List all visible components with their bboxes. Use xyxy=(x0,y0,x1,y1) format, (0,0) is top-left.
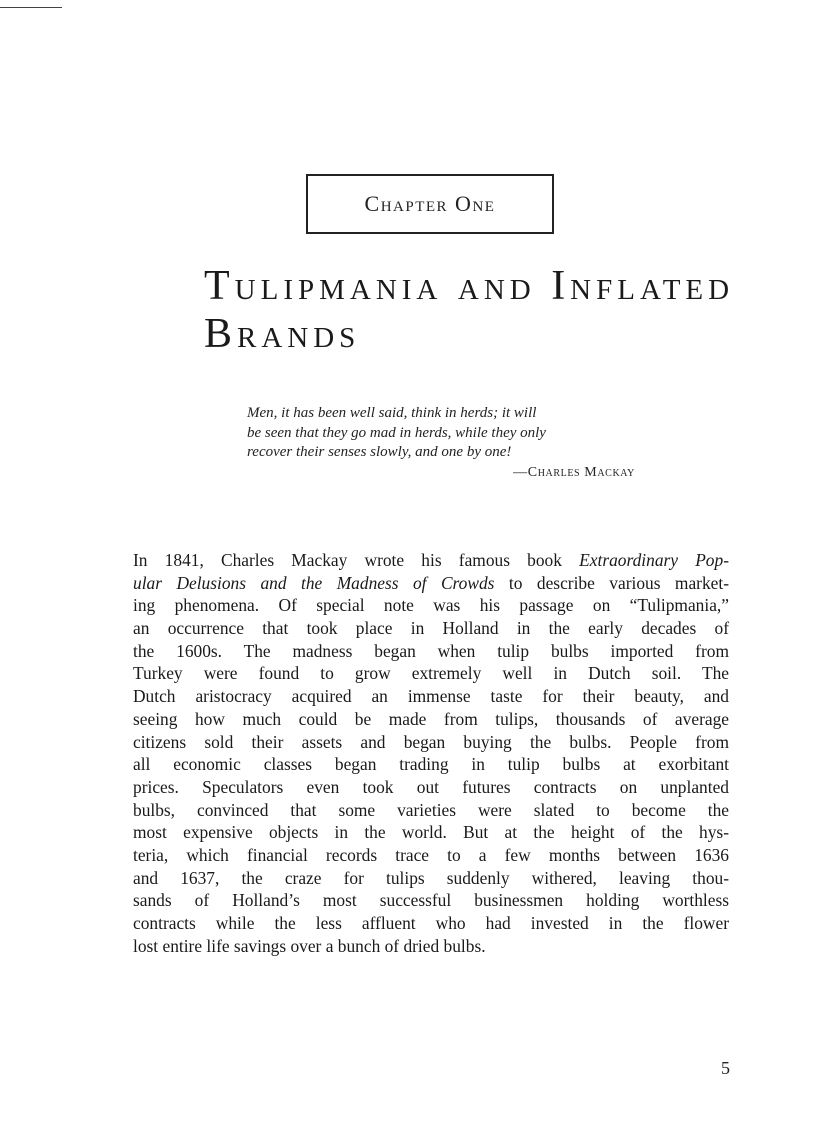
body-line xyxy=(133,640,729,663)
epigraph-attribution: —Charles Mackay xyxy=(513,464,635,480)
body-text-run: lost entire life savings over a bunch of dried bulbs. xyxy=(133,935,486,956)
body-text-run: In 1841, Charles Mackay wrote his famous book xyxy=(133,550,580,570)
body-line xyxy=(133,935,729,958)
body-text-run: contracts while the less affluent who had invested in the flower xyxy=(133,913,729,933)
body-text-run: prices. Speculators even took out futures contracts on unplanted xyxy=(133,776,729,797)
body-text-run: all economic classes began trading in tulip bulbs at exorbitant xyxy=(133,754,729,775)
body-line xyxy=(133,685,729,708)
body-text-run: Dutch aristocracy acquired an immense taste for their beauty, and xyxy=(133,686,729,707)
body-line xyxy=(133,731,729,754)
epigraph-line: recover their senses slowly, and one by one! xyxy=(247,444,512,460)
body-line xyxy=(133,821,729,844)
body-line xyxy=(133,572,729,595)
body-line xyxy=(133,912,729,935)
body-line xyxy=(133,753,729,776)
crop-mark xyxy=(0,7,62,8)
body-text-run: sands of Holland’s most successful businessmen holding worthless xyxy=(133,890,729,911)
body-text-run: teria, which financial records trace to a few months between 1636 xyxy=(133,844,729,865)
body-line xyxy=(133,844,729,867)
body-line xyxy=(133,799,729,822)
chapter-title-line: Tulipmania and Inflated xyxy=(204,263,735,309)
body-text-run: Turkey were found to grow extremely well in Dutch soil. The xyxy=(133,663,729,684)
body-text-run: an occurrence that took place in Holland in the early decades of xyxy=(133,618,729,639)
book-title-italic: ular Delusions and the Madness of Crowds xyxy=(133,572,495,593)
body-paragraph xyxy=(133,549,729,957)
chapter-label-box xyxy=(306,174,554,234)
body-line xyxy=(133,708,729,731)
body-text-run: ing phenomena. Of special note was his passage on “Tulipmania,” xyxy=(133,595,729,616)
body-line xyxy=(133,617,729,640)
epigraph-line: be seen that they go mad in herds, while they only xyxy=(247,424,546,441)
body-text-run: and 1637, the craze for tulips suddenly withered, leaving thou- xyxy=(133,867,729,888)
body-text-run: bulbs, convinced that some varieties were slated to become the xyxy=(133,799,729,820)
body-line xyxy=(133,594,729,617)
body-line xyxy=(133,776,729,799)
page-number: 5 xyxy=(721,1058,730,1078)
body-text-run: seeing how much could be made from tulips, thousands of average xyxy=(133,708,729,729)
chapter-title xyxy=(204,262,764,358)
body-text-run: the 1600s. The madness began when tulip bulbs imported from xyxy=(133,640,729,661)
book-title-italic: Extraordinary Pop- xyxy=(579,550,729,570)
chapter-label: Chapter One xyxy=(364,191,496,216)
body-line xyxy=(133,889,729,912)
body-line xyxy=(133,662,729,685)
body-text-run: to describe various market- xyxy=(494,572,730,593)
epigraph-line: Men, it has been well said, think in herds; it will xyxy=(247,405,537,421)
body-text-run: citizens sold their assets and began buying the bulbs. People from xyxy=(133,731,729,752)
body-line xyxy=(133,549,729,572)
body-line xyxy=(133,867,729,890)
epigraph xyxy=(247,404,647,482)
body-text-run: most expensive objects in the world. But at the height of the hys- xyxy=(133,822,729,843)
chapter-title-line: Brands xyxy=(204,311,361,357)
